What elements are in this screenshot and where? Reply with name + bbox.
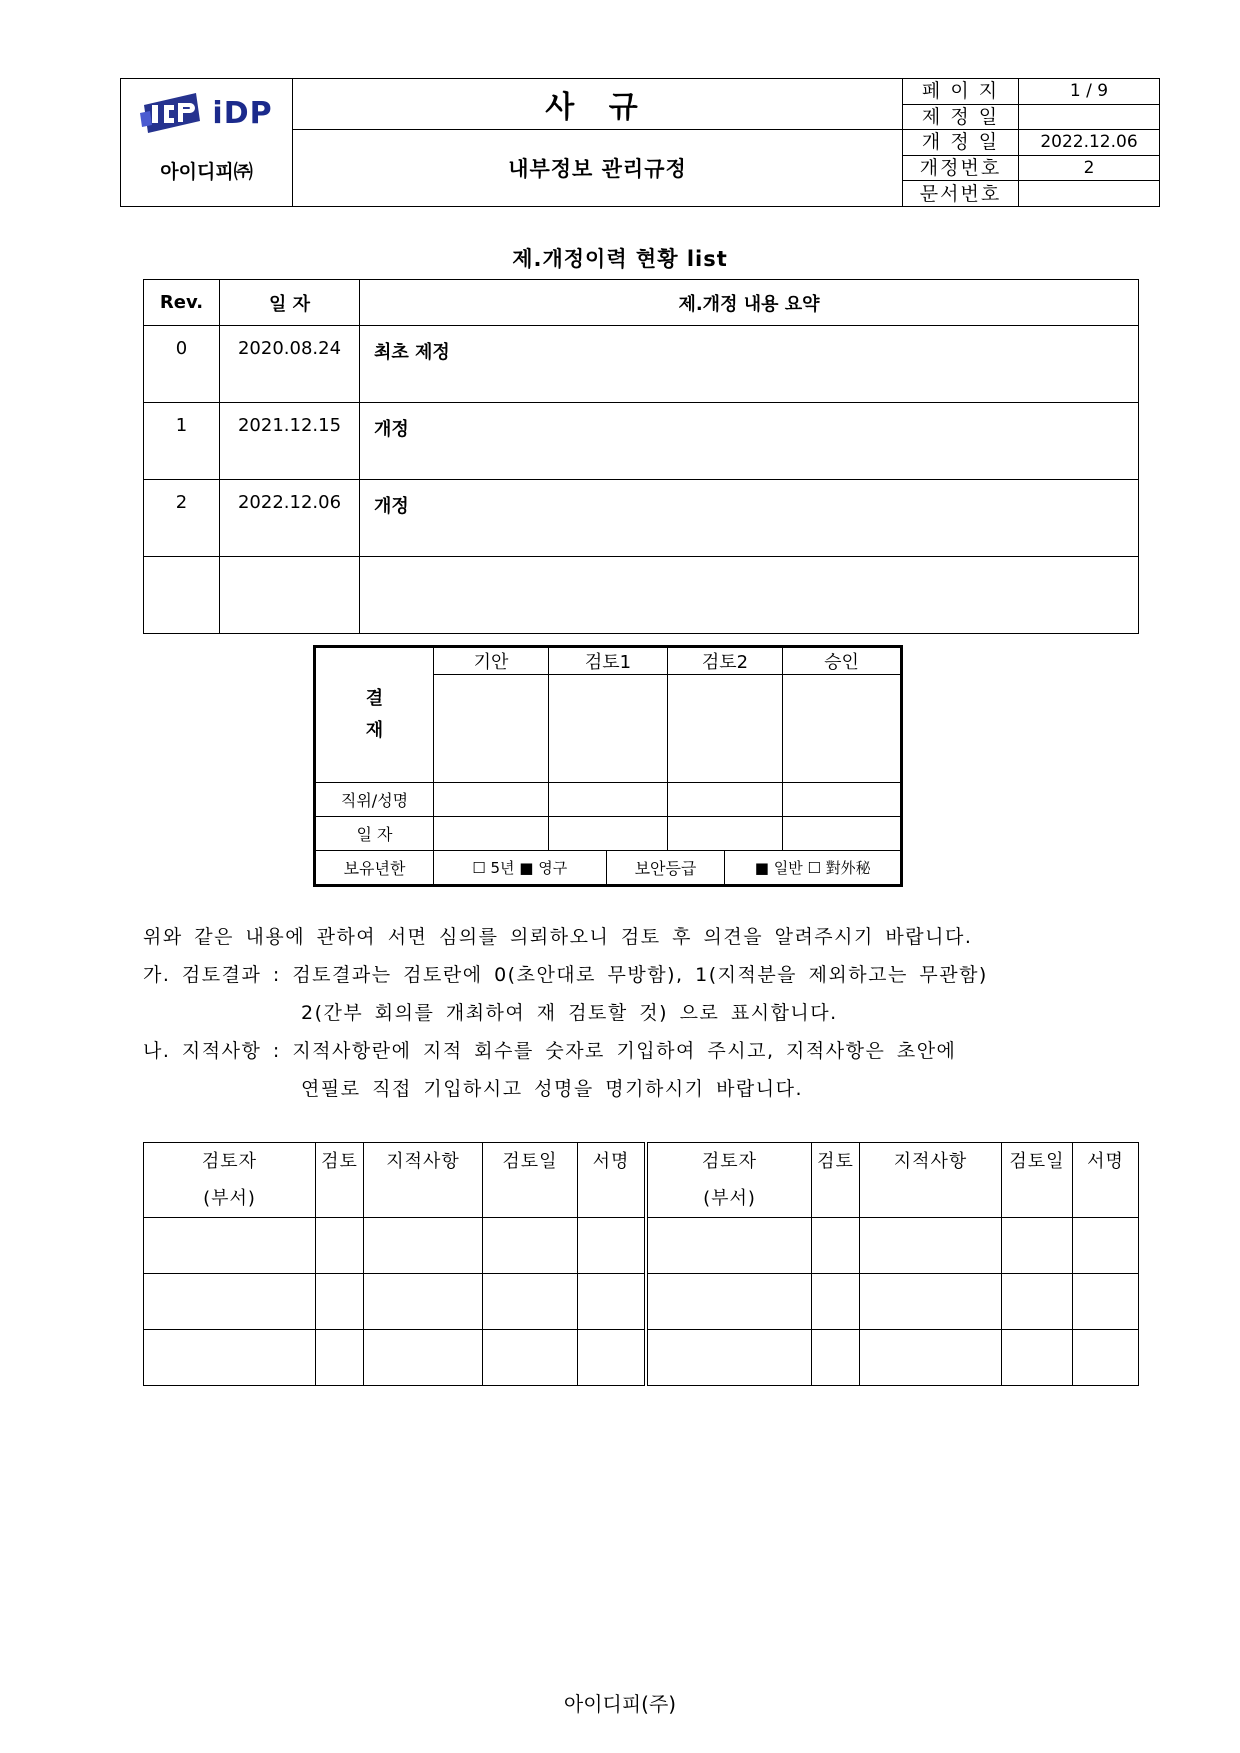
revision-history-table: [143, 279, 1139, 634]
column-header: Rev.: [144, 280, 220, 326]
date-cell: [220, 557, 360, 634]
idp-logo-icon: [140, 91, 204, 135]
column-header: 기안: [434, 647, 549, 675]
column-header: 검토1: [549, 647, 668, 675]
table-row: [144, 326, 1139, 403]
rev-cell: 0: [144, 326, 220, 403]
rev-cell: 2: [144, 480, 220, 557]
summary-cell: 개정: [360, 403, 1139, 480]
document-header: [120, 78, 1160, 207]
meta-value: [1019, 181, 1160, 207]
table-row: [144, 403, 1139, 480]
instruction-line: 가. 검토결과 : 검토결과는 검토란에 0(초안대로 무방함), 1(지적분을 제외하고는 무관함): [143, 964, 988, 986]
review-header: 검토: [316, 1143, 364, 1218]
approval-table: [313, 645, 903, 887]
meta-value: 1 / 9: [1019, 79, 1160, 105]
reviewer-header: [144, 1143, 316, 1218]
summary-cell: [360, 557, 1139, 634]
logo-text: iDP: [212, 95, 273, 131]
table-row: [144, 557, 1139, 634]
review-table: [143, 1142, 1139, 1386]
meta-label: 개정번호: [903, 155, 1019, 181]
instructions: [143, 918, 1143, 1108]
approval-label-line: 재: [365, 720, 384, 741]
meta-value: [1019, 104, 1160, 130]
review-date-header: 검토일: [1002, 1143, 1073, 1218]
table-row: [144, 1330, 1139, 1386]
table-row: [144, 1218, 1139, 1274]
position-cell[interactable]: [434, 783, 549, 817]
security-options[interactable]: ■ 일반 ☐ 對外秘: [725, 851, 902, 886]
date-cell: 2021.12.15: [220, 403, 360, 480]
date-cell[interactable]: [549, 817, 668, 851]
signature-box[interactable]: [783, 675, 902, 783]
page-footer: 아이디피(주): [563, 1692, 677, 1716]
remarks-header: 지적사항: [860, 1143, 1002, 1218]
signature-box[interactable]: [549, 675, 668, 783]
column-header: 검토2: [667, 647, 782, 675]
position-cell[interactable]: [549, 783, 668, 817]
column-header: 승인: [783, 647, 902, 675]
approval-label-line: 결: [365, 688, 384, 709]
approval-label: [315, 647, 434, 783]
retention-options[interactable]: ☐ 5년 ■ 영구: [434, 851, 607, 886]
rev-cell: [144, 557, 220, 634]
date-label: 일 자: [315, 817, 434, 851]
instruction-line: 연필로 직접 기입하시고 성명을 명기하시기 바랍니다.: [301, 1078, 804, 1100]
date-cell: 2022.12.06: [220, 480, 360, 557]
instruction-line: 위와 같은 내용에 관하여 서면 심의를 의뢰하오니 검토 후 의견을 알려주시기 바랍니다.: [143, 926, 973, 948]
signature-box[interactable]: [434, 675, 549, 783]
reviewer-header: [646, 1143, 812, 1218]
date-cell[interactable]: [667, 817, 782, 851]
instruction-line: 2(간부 회의를 개최하여 재 검토할 것) 으로 표시합니다.: [301, 1002, 838, 1024]
reviewer-label: 검토자: [701, 1151, 758, 1172]
date-cell: 2020.08.24: [220, 326, 360, 403]
dept-label: (부서): [203, 1188, 256, 1209]
summary-cell: 개정: [360, 480, 1139, 557]
date-cell[interactable]: [434, 817, 549, 851]
signature-box[interactable]: [667, 675, 782, 783]
meta-label: 페 이 지: [903, 79, 1019, 105]
page-title: 사 규: [293, 79, 903, 130]
dept-label: (부서): [703, 1188, 756, 1209]
logo-cell: [121, 79, 293, 207]
security-label: 보안등급: [606, 851, 725, 886]
history-title: 제.개정이력 현황 list: [512, 247, 728, 271]
meta-value: 2022.12.06: [1019, 130, 1160, 156]
column-header: 제.개정 내용 요약: [360, 280, 1139, 326]
table-row: [144, 1274, 1139, 1330]
date-cell[interactable]: [783, 817, 902, 851]
position-label: 직위/성명: [315, 783, 434, 817]
table-row: [144, 480, 1139, 557]
meta-value: 2: [1019, 155, 1160, 181]
signature-header: 서명: [1073, 1143, 1139, 1218]
position-cell[interactable]: [783, 783, 902, 817]
column-header: 일 자: [220, 280, 360, 326]
remarks-header: 지적사항: [364, 1143, 483, 1218]
summary-cell: 최초 제정: [360, 326, 1139, 403]
company-name: 아이디피㈜: [160, 161, 253, 183]
retention-label: 보유년한: [315, 851, 434, 886]
review-header: 검토: [812, 1143, 860, 1218]
meta-label: 개 정 일: [903, 130, 1019, 156]
position-cell[interactable]: [667, 783, 782, 817]
reviewer-label: 검토자: [201, 1151, 258, 1172]
signature-header: 서명: [578, 1143, 647, 1218]
instruction-line: 나. 지적사항 : 지적사항란에 지적 회수를 숫자로 기입하여 주시고, 지적사항은 초안에: [143, 1040, 957, 1062]
review-date-header: 검토일: [483, 1143, 578, 1218]
page-subtitle: 내부정보 관리규정: [293, 130, 903, 207]
meta-label: 제 정 일: [903, 104, 1019, 130]
rev-cell: 1: [144, 403, 220, 480]
meta-label: 문서번호: [903, 181, 1019, 207]
